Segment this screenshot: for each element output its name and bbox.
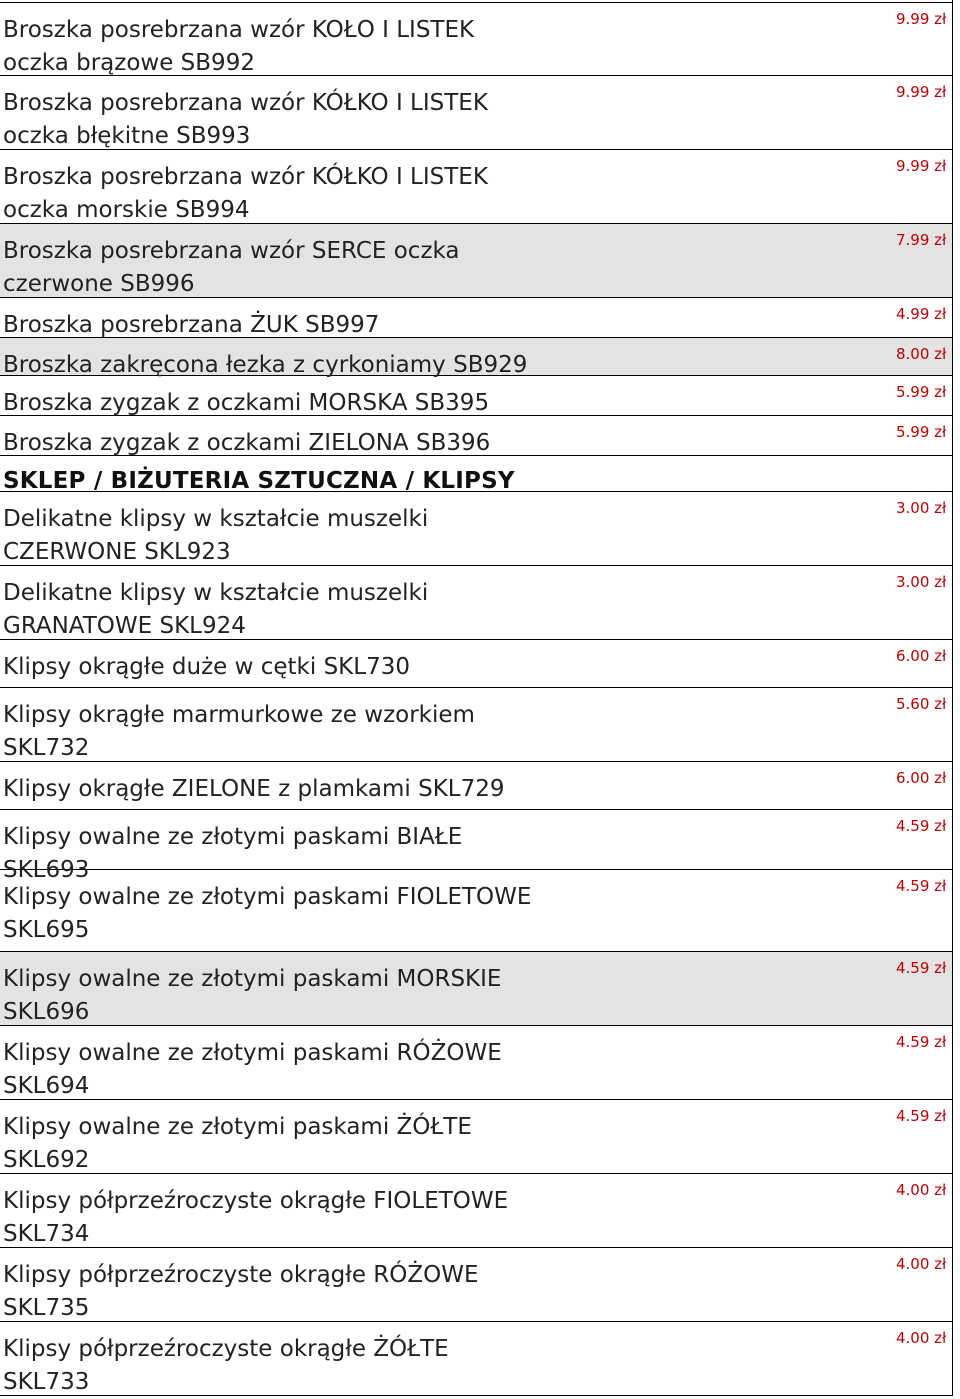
table-row	[0, 2, 952, 76]
table-row	[0, 416, 952, 456]
table-row	[0, 376, 952, 416]
product-name[interactable]: Klipsy okrągłe ZIELONE z plamkami SKL729	[3, 776, 505, 802]
table-row	[0, 338, 952, 376]
category-breadcrumb-text[interactable]: SKLEP / BIŻUTERIA SZTUCZNA / KLIPSY	[3, 468, 515, 494]
product-name[interactable]: Klipsy owalne ze złotymi paskami BIAŁE SKL693	[3, 824, 463, 883]
product-name[interactable]: Broszka zakręcona łezka z cyrkoniamy SB929	[3, 352, 528, 378]
table-row	[0, 1174, 952, 1248]
table-row	[0, 810, 952, 883]
category-breadcrumb	[0, 456, 952, 492]
product-price: 3.00 zł	[896, 499, 947, 517]
product-name[interactable]: Broszka zygzak z oczkami MORSKA SB395	[3, 390, 490, 416]
product-price: 9.99 zł	[896, 83, 947, 101]
product-name[interactable]: Klipsy owalne ze złotymi paskami RÓŻOWE SKL694	[3, 1040, 502, 1099]
table-row	[0, 762, 952, 810]
product-price: 4.00 zł	[896, 1329, 947, 1347]
table-row	[0, 150, 952, 224]
table-row	[0, 1100, 952, 1174]
table-row	[0, 952, 952, 1026]
product-price: 5.99 zł	[896, 423, 947, 441]
product-name[interactable]: Delikatne klipsy w kształcie muszelki CZERWONE SKL923	[3, 506, 429, 565]
product-price: 6.00 zł	[896, 647, 947, 665]
product-name[interactable]: Klipsy owalne ze złotymi paskami MORSKIE SKL696	[3, 966, 502, 1025]
product-price: 9.99 zł	[896, 10, 947, 28]
product-name[interactable]: Broszka posrebrzana ŻUK SB997	[3, 312, 380, 338]
product-price: 4.59 zł	[896, 877, 947, 895]
product-price: 4.99 zł	[896, 305, 947, 323]
product-name[interactable]: Broszka posrebrzana wzór SERCE oczka czerwone SB996	[3, 238, 460, 297]
product-name[interactable]: Klipsy półprzeźroczyste okrągłe FIOLETOWE SKL734	[3, 1188, 509, 1247]
table-right-border	[952, 0, 953, 1396]
product-price: 8.00 zł	[896, 345, 947, 363]
table-row	[0, 76, 952, 150]
product-name[interactable]: Klipsy okrągłe marmurkowe ze wzorkiem SKL732	[3, 702, 475, 761]
table-row	[0, 298, 952, 338]
product-name[interactable]: Broszka posrebrzana wzór KÓŁKO I LISTEK oczka błękitne SB993	[3, 90, 488, 149]
table-row	[0, 688, 952, 762]
product-price: 7.99 zł	[896, 231, 947, 249]
table-row	[0, 1248, 952, 1322]
product-name[interactable]: Broszka posrebrzana wzór KOŁO I LISTEK oczka brązowe SB992	[3, 17, 475, 76]
product-name[interactable]: Klipsy okrągłe duże w cętki SKL730	[3, 654, 410, 680]
product-name[interactable]: Klipsy owalne ze złotymi paskami ŻÓŁTE SKL692	[3, 1114, 472, 1173]
product-price: 4.59 zł	[896, 959, 947, 977]
product-price: 5.99 zł	[896, 383, 947, 401]
product-name[interactable]: Broszka posrebrzana wzór KÓŁKO I LISTEK oczka morskie SB994	[3, 164, 488, 223]
product-name[interactable]: Klipsy półprzeźroczyste okrągłe ŻÓŁTE SKL733	[3, 1336, 449, 1395]
product-price: 4.59 zł	[896, 1107, 947, 1125]
product-price: 4.59 zł	[896, 1033, 947, 1051]
product-price: 4.59 zł	[896, 817, 947, 835]
table-row	[0, 1322, 952, 1396]
product-name[interactable]: Delikatne klipsy w kształcie muszelki GRANATOWE SKL924	[3, 580, 429, 639]
table-row	[0, 640, 952, 688]
product-price: 9.99 zł	[896, 157, 947, 175]
table-row	[0, 870, 952, 952]
product-name[interactable]: Klipsy owalne ze złotymi paskami FIOLETOWE SKL695	[3, 884, 532, 943]
product-name[interactable]: Broszka zygzak z oczkami ZIELONA SB396	[3, 430, 491, 456]
product-price: 5.60 zł	[896, 695, 947, 713]
product-price: 4.00 zł	[896, 1181, 947, 1199]
product-price: 4.00 zł	[896, 1255, 947, 1273]
table-row	[0, 224, 952, 298]
table-row	[0, 1026, 952, 1100]
product-name[interactable]: Klipsy półprzeźroczyste okrągłe RÓŻOWE SKL735	[3, 1262, 479, 1321]
table-row	[0, 492, 952, 566]
table-row	[0, 566, 952, 640]
product-price: 3.00 zł	[896, 573, 947, 591]
product-price: 6.00 zł	[896, 769, 947, 787]
